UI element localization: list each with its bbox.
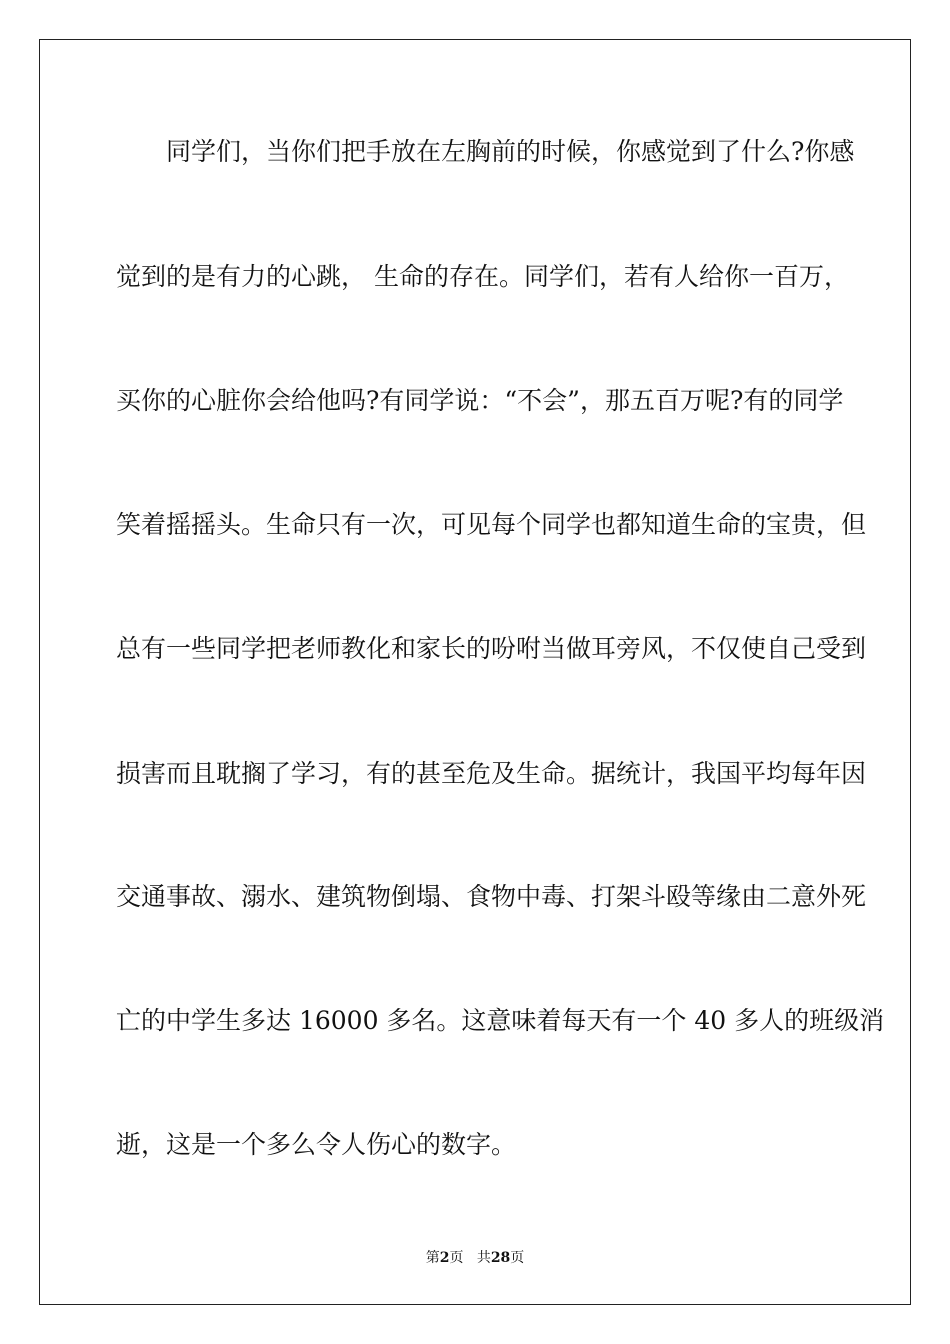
page-prefix: 第 bbox=[425, 1250, 440, 1266]
paragraph-line: 亡的中学生多达 16000 多名。这意味着每天有一个 40 多人的班级消 bbox=[116, 1006, 885, 1035]
total-suffix: 页 bbox=[510, 1250, 525, 1266]
paragraph-line: 同学们，当你们把手放在左胸前的时候，你感觉到了什么?你感 bbox=[166, 137, 855, 166]
page-suffix: 页 bbox=[449, 1250, 464, 1266]
paragraph-line: 觉到的是有力的心跳， 生命的存在。同学们，若有人给你一百万， bbox=[116, 262, 849, 291]
total-pages: 28 bbox=[490, 1250, 511, 1266]
paragraph-line: 笑着摇摇头。生命只有一次，可见每个同学也都知道生命的宝贵，但 bbox=[116, 510, 867, 539]
paragraph-line: 总有一些同学把老师教化和家长的吩咐当做耳旁风，不仅使自己受到 bbox=[116, 634, 867, 663]
paragraph-line: 逝，这是一个多么令人伤心的数字。 bbox=[116, 1130, 517, 1159]
page-footer bbox=[0, 1249, 950, 1267]
total-prefix: 共 bbox=[476, 1250, 491, 1266]
paragraph-line: 损害而且耽搁了学习，有的甚至危及生命。据统计，我国平均每年因 bbox=[116, 759, 867, 788]
paragraph-line: 买你的心脏你会给他吗?有同学说：“不会”，那五百万呢?有的同学 bbox=[116, 386, 844, 415]
page-number: 2 bbox=[439, 1250, 450, 1266]
page-border bbox=[39, 39, 911, 1305]
paragraph-line: 交通事故、溺水、建筑物倒塌、食物中毒、打架斗殴等缘由二意外死 bbox=[116, 882, 867, 911]
